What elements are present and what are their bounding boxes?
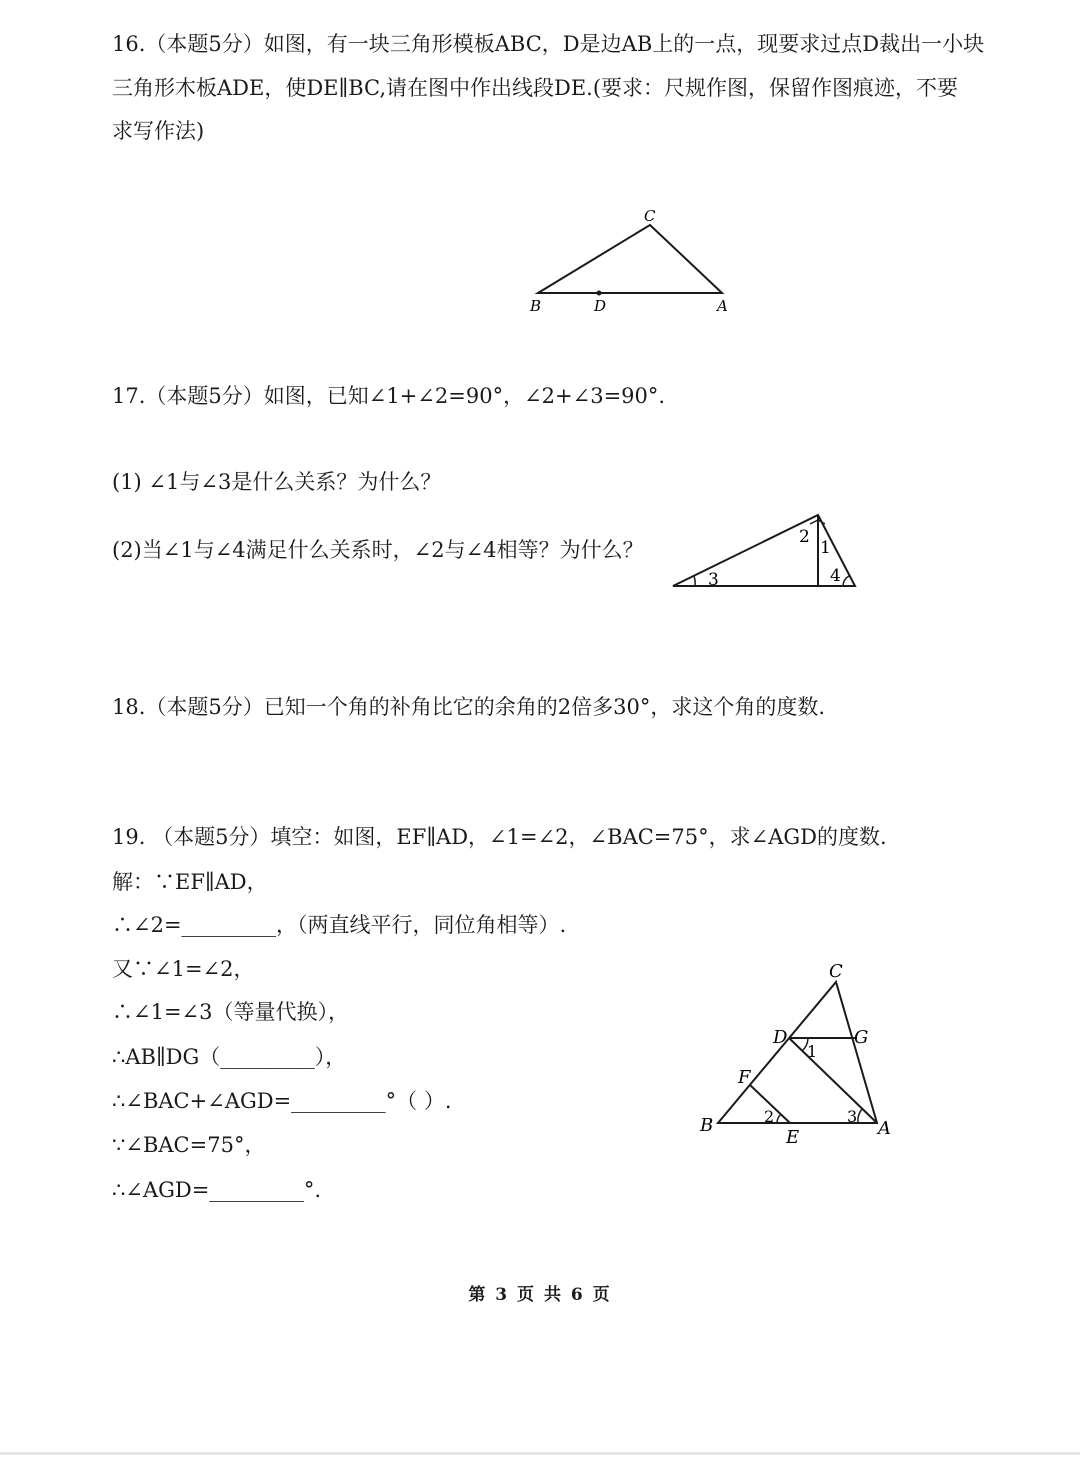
q19-label-d: D xyxy=(773,1027,788,1048)
q19-label-b: B xyxy=(700,1115,714,1136)
q16-label-d: D xyxy=(594,297,607,315)
q19-step-7: ∵∠BAC=75°， xyxy=(112,1133,266,1157)
q19-step-6: ∴∠BAC+∠AGD=_________°（ ）. xyxy=(112,1089,452,1113)
q19-label-c: C xyxy=(829,961,843,982)
q16-label-a: A xyxy=(717,297,728,315)
q19-label-1: 1 xyxy=(807,1042,818,1061)
q17-label-4: 4 xyxy=(830,566,841,586)
page-number-footer: 第 3 页 共 6 页 xyxy=(468,1285,612,1305)
q17-part-2: (2)当∠1与∠4满足什么关系时，∠2与∠4相等？为什么？ xyxy=(112,538,644,562)
q19-step-5: ∴AB∥DG（_________）， xyxy=(112,1045,347,1069)
q19-label-f: F xyxy=(738,1067,751,1088)
q19-label-2: 2 xyxy=(764,1107,775,1126)
q16-line-3: 求写作法) xyxy=(112,119,205,143)
q17-label-2: 2 xyxy=(799,527,810,547)
q16-line-2: 三角形木板ADE，使DE∥BC,请在图中作出线段DE.(要求：尺规作图，保留作图痕迹，不要 xyxy=(112,76,959,100)
q19-stem: 19. （本题5分）填空：如图，EF∥AD，∠1=∠2，∠BAC=75°，求∠AGD的度数. xyxy=(112,825,887,849)
q17-stem: 17.（本题5分）如图，已知∠1+∠2=90°，∠2+∠3=90°. xyxy=(112,384,666,408)
q19-step-4: ∴∠1=∠3（等量代换）， xyxy=(112,1000,350,1024)
q17-part-1: (1) ∠1与∠3是什么关系？为什么？ xyxy=(112,470,442,494)
q19-triangle-figure xyxy=(690,955,910,1155)
q17-label-3: 3 xyxy=(708,570,719,590)
q19-label-g: G xyxy=(854,1027,869,1048)
q16-label-c: C xyxy=(644,207,656,225)
q19-step-1: 解：∵EF∥AD， xyxy=(112,870,268,894)
q18-stem: 18.（本题5分）已知一个角的补角比它的余角的2倍多30°，求这个角的度数. xyxy=(112,695,826,719)
bottom-edge-divider xyxy=(0,1452,1080,1455)
q19-step-2: ∴∠2=_________，（两直线平行，同位角相等）. xyxy=(112,913,567,937)
q19-label-a: A xyxy=(878,1118,891,1139)
q16-line-1: 16.（本题5分）如图，有一块三角形模板ABC，D是边AB上的一点，现要求过点D裁出一小块 xyxy=(112,32,985,56)
q19-step-3: 又∵∠1=∠2， xyxy=(112,957,255,981)
q16-label-b: B xyxy=(530,297,542,315)
q19-label-3: 3 xyxy=(847,1107,858,1126)
q17-label-1: 1 xyxy=(820,538,831,558)
q19-step-8: ∴∠AGD=_________°. xyxy=(112,1178,322,1202)
q17-right-triangle-figure xyxy=(665,505,865,595)
q16-triangle-figure xyxy=(520,200,750,320)
q19-label-e: E xyxy=(786,1127,800,1148)
